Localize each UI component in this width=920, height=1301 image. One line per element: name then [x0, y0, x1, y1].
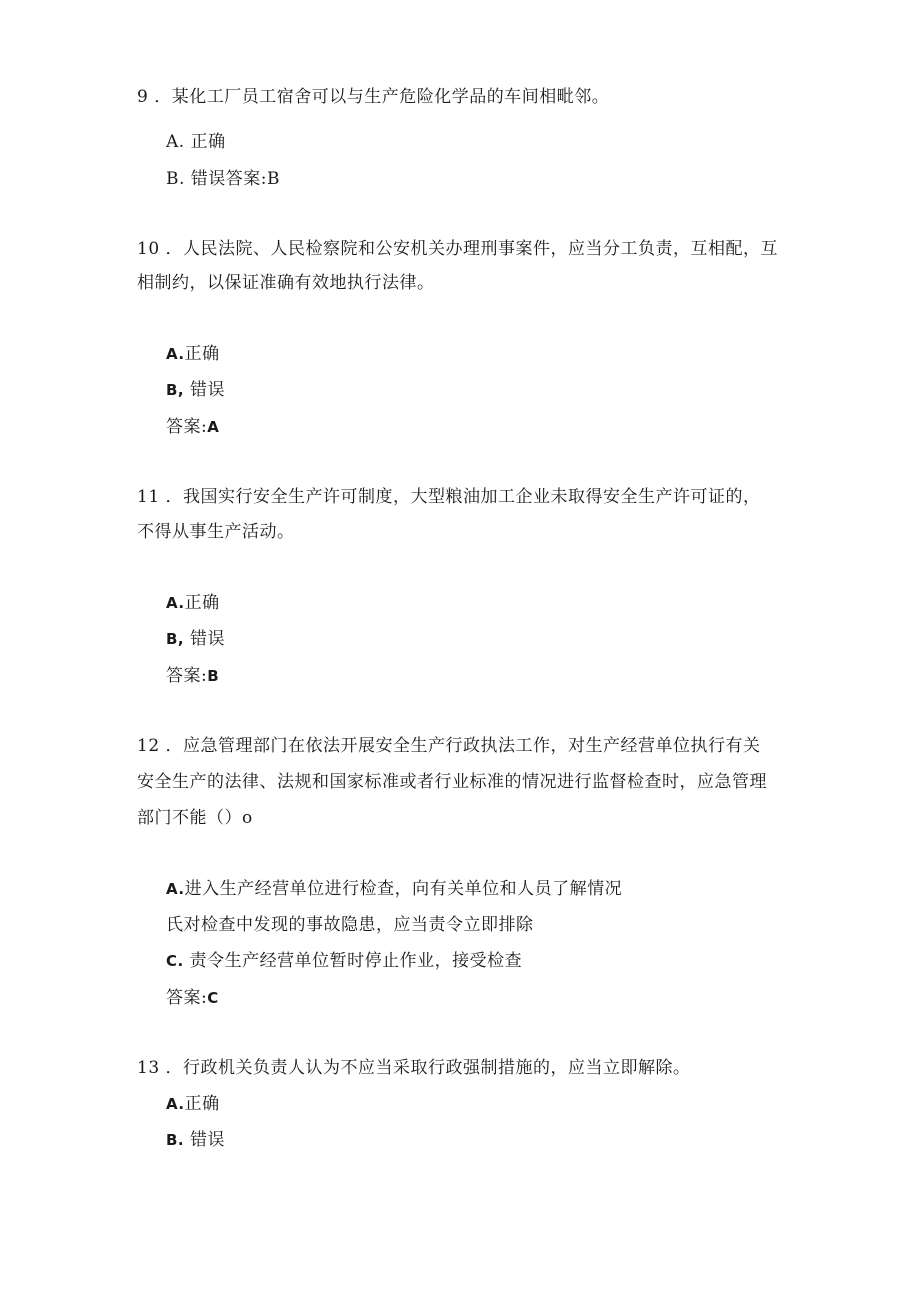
question-10-text-line-1: 10 ．人民法院、人民检察院和公安机关办理刑事案件，应当分工负责，互相配，互: [137, 239, 779, 259]
question-9-text: 9 ．某化工厂员工宿舍可以与生产危险化学品的车间相毗邻。: [137, 87, 610, 107]
option-letter: B.: [166, 1131, 185, 1149]
question-13-option-a: [166, 1093, 220, 1115]
option-letter: A.: [166, 594, 185, 612]
question-13-option-b: [166, 1129, 225, 1151]
option-letter: B,: [166, 381, 185, 399]
answer-value: C: [207, 989, 219, 1007]
question-12-option-b: [166, 914, 534, 936]
answer-value: B: [207, 667, 220, 685]
answer-label: 答案:: [166, 666, 208, 686]
question-9-option-a: A. 正确: [166, 132, 226, 152]
option-text: 正确: [184, 593, 220, 613]
option-text: 进入生产经营单位进行检查，向有关单位和人员了解情况: [184, 879, 623, 899]
question-12-text-line-2: 安全生产的法律、法规和国家标准或者行业标准的情况进行监督检查时，应急管理: [137, 772, 767, 792]
option-letter: A.: [166, 880, 185, 898]
question-10-option-a: [166, 343, 220, 365]
answer-value: A: [207, 418, 220, 436]
option-text: 错误: [184, 629, 226, 649]
question-11-answer: [166, 665, 219, 687]
option-letter: A.: [166, 1095, 185, 1113]
option-text: 正确: [184, 1094, 220, 1114]
question-13-text: 13 ．行政机关负责人认为不应当采取行政强制措施的，应当立即解除。: [137, 1058, 691, 1078]
option-text: 错误: [184, 1130, 226, 1150]
question-11-text-line-2: 不得从事生产活动。: [137, 522, 295, 542]
option-letter: B,: [166, 630, 185, 648]
question-10-option-b: [166, 379, 225, 401]
question-11-option-b: [166, 628, 225, 650]
option-text: 错误: [184, 380, 226, 400]
question-9-option-b-answer: B. 错误答案:B: [166, 169, 281, 189]
question-10-text-line-2: 相制约，以保证准确有效地执行法律。: [137, 273, 435, 293]
question-12-option-c: [166, 950, 522, 972]
question-12-text-line-1: 12 ．应急管理部门在依法开展安全生产行政执法工作，对生产经营单位执行有关: [137, 736, 761, 756]
question-12-option-a: [166, 878, 622, 900]
answer-label: 答案:: [166, 988, 208, 1008]
option-letter: C.: [166, 952, 184, 970]
option-text: 责令生产经营单位暂时停止作业，接受检查: [183, 951, 523, 971]
question-10-answer: [166, 416, 219, 438]
question-11-option-a: [166, 592, 220, 614]
answer-label: 答案:: [166, 417, 208, 437]
question-12-answer: [166, 987, 219, 1009]
option-text: 正确: [184, 344, 220, 364]
question-11-text-line-1: 11 ．我国实行安全生产许可制度，大型粮油加工企业未取得安全生产许可证的，: [137, 487, 761, 507]
question-12-text-line-3: 部门不能（）o: [137, 808, 253, 828]
option-letter: A.: [166, 345, 185, 363]
option-text: 氏对检查中发现的事故隐患，应当责令立即排除: [166, 915, 534, 935]
